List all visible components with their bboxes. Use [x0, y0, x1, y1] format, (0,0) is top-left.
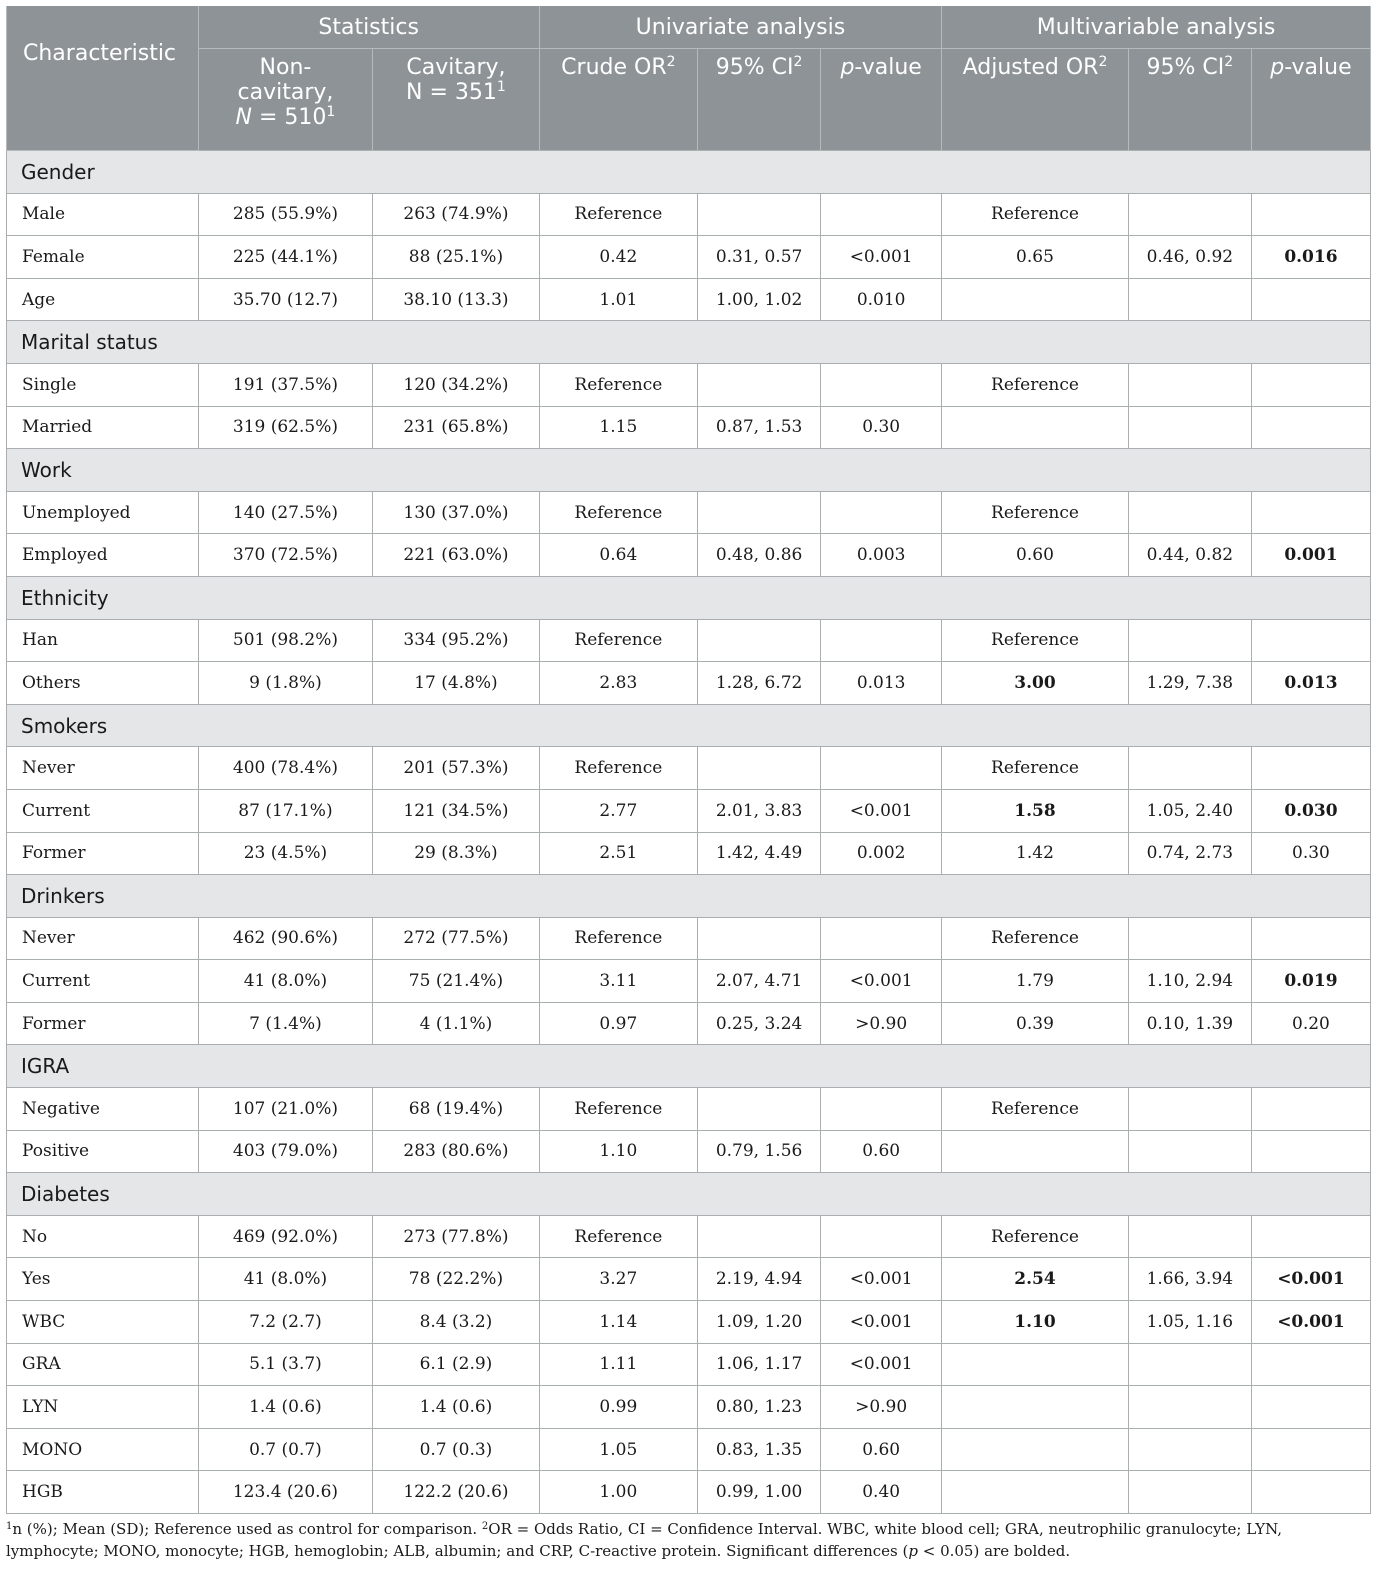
table-cell: [821, 619, 942, 662]
row-label: Married: [7, 406, 199, 449]
table-cell: [1128, 1088, 1251, 1131]
table-cell: 1.00, 1.02: [698, 278, 821, 321]
table-cell: [1128, 1471, 1251, 1514]
row-label: Current: [7, 789, 199, 832]
section-row: [7, 321, 1371, 364]
table-cell: 0.001: [1251, 534, 1370, 577]
header-adjusted-or-label: Adjusted OR: [962, 55, 1099, 80]
table-cell: 0.010: [821, 278, 942, 321]
table-cell: 0.30: [821, 406, 942, 449]
table-cell: 75 (21.4%): [373, 960, 539, 1003]
table-cell: 1.00: [539, 1471, 697, 1514]
header-univariate-ci: [698, 49, 821, 151]
table-cell: 1.05: [539, 1428, 697, 1471]
table-cell: Reference: [942, 917, 1129, 960]
row-label: Negative: [7, 1088, 199, 1131]
table-row: [7, 619, 1371, 662]
section-row: [7, 576, 1371, 619]
table-cell: [1251, 363, 1370, 406]
header-univariate-pvalue-rest: -value: [854, 55, 922, 80]
table-cell: 0.87, 1.53: [698, 406, 821, 449]
table-cell: Reference: [539, 193, 697, 236]
table-cell: 1.11: [539, 1343, 697, 1386]
table-cell: 0.64: [539, 534, 697, 577]
table-cell: 0.30: [1251, 832, 1370, 875]
header-group-multivariable: Multivariable analysis: [942, 6, 1371, 49]
table-cell: 283 (80.6%): [373, 1130, 539, 1173]
table-cell: [821, 1215, 942, 1258]
table-cell: [942, 1428, 1129, 1471]
table-cell: <0.001: [821, 1301, 942, 1344]
table-cell: 191 (37.5%): [198, 363, 373, 406]
table-cell: 29 (8.3%): [373, 832, 539, 875]
table-body: [7, 151, 1371, 1514]
table-cell: 1.10, 2.94: [1128, 960, 1251, 1003]
table-cell: 2.07, 4.71: [698, 960, 821, 1003]
table-cell: 0.20: [1251, 1002, 1370, 1045]
table-cell: [942, 1130, 1129, 1173]
table-cell: 2.51: [539, 832, 697, 875]
row-label: Former: [7, 1002, 199, 1045]
table-cell: [698, 363, 821, 406]
table-cell: 107 (21.0%): [198, 1088, 373, 1131]
table-cell: 263 (74.9%): [373, 193, 539, 236]
header-cavitary-sup: 1: [496, 79, 506, 95]
table-cell: 0.016: [1251, 236, 1370, 279]
header-non-cavitary-line2: cavitary,: [237, 80, 334, 105]
table-cell: 17 (4.8%): [373, 662, 539, 705]
table-row: [7, 1428, 1371, 1471]
table-cell: Reference: [539, 619, 697, 662]
row-label: Unemployed: [7, 491, 199, 534]
footnote-sup-1: 1: [6, 1521, 13, 1532]
table-cell: 400 (78.4%): [198, 747, 373, 790]
table-row: [7, 1301, 1371, 1344]
table-cell: 1.4 (0.6): [373, 1386, 539, 1429]
section-row: [7, 704, 1371, 747]
table-cell: 0.019: [1251, 960, 1370, 1003]
row-label: Male: [7, 193, 199, 236]
table-cell: [1251, 1428, 1370, 1471]
table-row: [7, 960, 1371, 1003]
section-label: Drinkers: [7, 875, 1371, 918]
table-cell: 273 (77.8%): [373, 1215, 539, 1258]
row-label: Positive: [7, 1130, 199, 1173]
table-cell: Reference: [942, 363, 1129, 406]
table-cell: [1251, 747, 1370, 790]
table-cell: 7 (1.4%): [198, 1002, 373, 1045]
row-label: WBC: [7, 1301, 199, 1344]
footnote-p: p: [908, 1542, 918, 1560]
table-header: [7, 6, 1371, 151]
table-cell: 78 (22.2%): [373, 1258, 539, 1301]
section-row: [7, 449, 1371, 492]
table-cell: 0.003: [821, 534, 942, 577]
row-label: LYN: [7, 1386, 199, 1429]
table-cell: [1128, 1428, 1251, 1471]
table-cell: 2.19, 4.94: [698, 1258, 821, 1301]
table-cell: 1.42, 4.49: [698, 832, 821, 875]
table-cell: Reference: [942, 1088, 1129, 1131]
table-row: [7, 1002, 1371, 1045]
row-label: No: [7, 1215, 199, 1258]
table-row: [7, 747, 1371, 790]
table-cell: 9 (1.8%): [198, 662, 373, 705]
table-cell: [1251, 1088, 1370, 1131]
table-cell: 122.2 (20.6): [373, 1471, 539, 1514]
table-cell: 319 (62.5%): [198, 406, 373, 449]
header-crude-or-label: Crude OR: [561, 55, 667, 80]
section-row: [7, 875, 1371, 918]
table-cell: [698, 747, 821, 790]
row-label: Others: [7, 662, 199, 705]
table-cell: [1128, 619, 1251, 662]
table-cell: 0.83, 1.35: [698, 1428, 821, 1471]
header-adjusted-or: [942, 49, 1129, 151]
table-row: [7, 491, 1371, 534]
table-cell: 5.1 (3.7): [198, 1343, 373, 1386]
table-cell: 38.10 (13.3): [373, 278, 539, 321]
table-cell: 1.28, 6.72: [698, 662, 821, 705]
table-row: [7, 1343, 1371, 1386]
header-multivariable-pvalue: [1251, 49, 1370, 151]
table-cell: [1251, 193, 1370, 236]
table-cell: 225 (44.1%): [198, 236, 373, 279]
header-group-statistics: Statistics: [198, 6, 539, 49]
header-cavitary: [373, 49, 539, 151]
table-cell: [942, 1343, 1129, 1386]
table-cell: [821, 193, 942, 236]
table-cell: 1.58: [942, 789, 1129, 832]
table-cell: 0.74, 2.73: [1128, 832, 1251, 875]
table-cell: 120 (34.2%): [373, 363, 539, 406]
section-label: Work: [7, 449, 1371, 492]
table-cell: [1128, 917, 1251, 960]
footnote-sup-2: 2: [481, 1521, 489, 1532]
header-multivariable-ci-sup: 2: [1224, 54, 1234, 70]
table-cell: [698, 1088, 821, 1131]
table-cell: 87 (17.1%): [198, 789, 373, 832]
table-row: [7, 534, 1371, 577]
table-cell: Reference: [942, 193, 1129, 236]
table-cell: [1128, 406, 1251, 449]
table-cell: <0.001: [1251, 1258, 1370, 1301]
table-cell: 272 (77.5%): [373, 917, 539, 960]
table-cell: 3.00: [942, 662, 1129, 705]
section-row: [7, 1045, 1371, 1088]
header-crude-or-sup: 2: [666, 54, 676, 70]
table-cell: Reference: [942, 619, 1129, 662]
table-cell: [1251, 917, 1370, 960]
table-cell: [698, 1215, 821, 1258]
header-multivariable-ci-label: 95% CI: [1146, 55, 1225, 80]
table-row: [7, 1130, 1371, 1173]
table-cell: [1128, 1386, 1251, 1429]
table-cell: [1251, 278, 1370, 321]
table-cell: [698, 917, 821, 960]
table-cell: [1251, 1471, 1370, 1514]
table-cell: [1251, 406, 1370, 449]
table-cell: [1128, 1130, 1251, 1173]
table-cell: 0.65: [942, 236, 1129, 279]
table-cell: 35.70 (12.7): [198, 278, 373, 321]
table-cell: 334 (95.2%): [373, 619, 539, 662]
table-cell: 0.10, 1.39: [1128, 1002, 1251, 1045]
table-cell: <0.001: [821, 960, 942, 1003]
section-label: Smokers: [7, 704, 1371, 747]
row-label: Age: [7, 278, 199, 321]
table-cell: 221 (63.0%): [373, 534, 539, 577]
table-row: [7, 1471, 1371, 1514]
table-cell: 1.05, 2.40: [1128, 789, 1251, 832]
section-label: Diabetes: [7, 1173, 1371, 1216]
table-cell: [821, 1088, 942, 1131]
table-cell: [1128, 491, 1251, 534]
header-cavitary-line2: N = 351: [406, 80, 497, 105]
header-univariate-p: p: [840, 55, 855, 80]
table-cell: Reference: [539, 363, 697, 406]
table-cell: 1.05, 1.16: [1128, 1301, 1251, 1344]
table-cell: 0.99, 1.00: [698, 1471, 821, 1514]
header-characteristic: Characteristic: [7, 6, 199, 151]
table-cell: 23 (4.5%): [198, 832, 373, 875]
header-univariate-ci-sup: 2: [793, 54, 803, 70]
table-cell: 3.27: [539, 1258, 697, 1301]
row-label: Female: [7, 236, 199, 279]
table-cell: 0.80, 1.23: [698, 1386, 821, 1429]
table-cell: [1251, 1215, 1370, 1258]
table-cell: 1.42: [942, 832, 1129, 875]
row-label: Single: [7, 363, 199, 406]
header-univariate-ci-label: 95% CI: [715, 55, 794, 80]
table-cell: 0.7 (0.7): [198, 1428, 373, 1471]
table-cell: Reference: [942, 1215, 1129, 1258]
table-cell: 1.66, 3.94: [1128, 1258, 1251, 1301]
header-cavitary-line1: Cavitary,: [406, 55, 506, 80]
table-cell: 0.7 (0.3): [373, 1428, 539, 1471]
table-cell: 0.60: [821, 1130, 942, 1173]
table-row: [7, 363, 1371, 406]
table-row: [7, 236, 1371, 279]
header-non-cavitary: [198, 49, 373, 151]
table-row: [7, 1088, 1371, 1131]
table-cell: [1251, 1343, 1370, 1386]
table-cell: 1.79: [942, 960, 1129, 1003]
table-cell: 0.013: [821, 662, 942, 705]
table-cell: 0.030: [1251, 789, 1370, 832]
row-label: Current: [7, 960, 199, 1003]
table-cell: [1128, 1343, 1251, 1386]
table-cell: 1.10: [539, 1130, 697, 1173]
table-cell: 7.2 (2.7): [198, 1301, 373, 1344]
table-cell: 469 (92.0%): [198, 1215, 373, 1258]
table-row: [7, 789, 1371, 832]
row-label: Yes: [7, 1258, 199, 1301]
table-cell: 4 (1.1%): [373, 1002, 539, 1045]
section-label: IGRA: [7, 1045, 1371, 1088]
header-adjusted-or-sup: 2: [1098, 54, 1108, 70]
table-cell: 0.40: [821, 1471, 942, 1514]
table-cell: 231 (65.8%): [373, 406, 539, 449]
table-cell: [821, 917, 942, 960]
table-cell: 370 (72.5%): [198, 534, 373, 577]
section-label: Gender: [7, 151, 1371, 194]
table-cell: [698, 193, 821, 236]
table-cell: 0.97: [539, 1002, 697, 1045]
table-row: [7, 406, 1371, 449]
table-cell: 0.60: [942, 534, 1129, 577]
table-cell: 403 (79.0%): [198, 1130, 373, 1173]
table-cell: 2.01, 3.83: [698, 789, 821, 832]
table-cell: 0.46, 0.92: [1128, 236, 1251, 279]
table-cell: [1251, 491, 1370, 534]
footnote-text-3: < 0.05) are bolded.: [917, 1542, 1071, 1560]
table-cell: 68 (19.4%): [373, 1088, 539, 1131]
table-cell: [1128, 747, 1251, 790]
table-cell: Reference: [539, 491, 697, 534]
table-cell: 501 (98.2%): [198, 619, 373, 662]
section-label: Marital status: [7, 321, 1371, 364]
table-cell: <0.001: [1251, 1301, 1370, 1344]
table-cell: [1128, 363, 1251, 406]
table-cell: >0.90: [821, 1002, 942, 1045]
table-row: [7, 832, 1371, 875]
table-cell: 462 (90.6%): [198, 917, 373, 960]
table-cell: 0.39: [942, 1002, 1129, 1045]
results-table: [6, 6, 1371, 1514]
header-multivariable-ci: [1128, 49, 1251, 151]
table-cell: 1.06, 1.17: [698, 1343, 821, 1386]
header-non-cavitary-n: = 510: [252, 105, 327, 130]
section-label: Ethnicity: [7, 576, 1371, 619]
table-cell: [1251, 1130, 1370, 1173]
table-cell: 0.42: [539, 236, 697, 279]
table-cell: 88 (25.1%): [373, 236, 539, 279]
section-row: [7, 151, 1371, 194]
table-cell: 2.77: [539, 789, 697, 832]
table-cell: 201 (57.3%): [373, 747, 539, 790]
table-row: [7, 193, 1371, 236]
table-cell: [698, 619, 821, 662]
table-cell: 6.1 (2.9): [373, 1343, 539, 1386]
table-cell: 0.002: [821, 832, 942, 875]
table-cell: [942, 278, 1129, 321]
table-cell: [942, 406, 1129, 449]
table-cell: [942, 1471, 1129, 1514]
header-group-univariate: Univariate analysis: [539, 6, 942, 49]
table-row: [7, 1386, 1371, 1429]
table-cell: 41 (8.0%): [198, 1258, 373, 1301]
table-cell: 0.48, 0.86: [698, 534, 821, 577]
table-cell: 1.14: [539, 1301, 697, 1344]
table-cell: 1.01: [539, 278, 697, 321]
header-univariate-pvalue: [821, 49, 942, 151]
results-table-container: [6, 6, 1371, 1562]
table-cell: Reference: [942, 747, 1129, 790]
section-row: [7, 1173, 1371, 1216]
table-cell: Reference: [539, 1215, 697, 1258]
footnote-text-1: n (%); Mean (SD); Reference used as control for comparison.: [12, 1520, 482, 1538]
table-cell: [821, 363, 942, 406]
header-non-cavitary-sup: 1: [326, 104, 336, 120]
table-cell: 1.15: [539, 406, 697, 449]
table-row: [7, 1258, 1371, 1301]
row-label: MONO: [7, 1428, 199, 1471]
header-non-cavitary-line3: $N = 510^1$: [235, 104, 336, 130]
table-row: [7, 917, 1371, 960]
header-crude-or: [539, 49, 697, 151]
row-label: Never: [7, 917, 199, 960]
header-multivariable-p: p: [1270, 55, 1285, 80]
table-cell: Reference: [539, 917, 697, 960]
table-cell: 0.25, 3.24: [698, 1002, 821, 1045]
row-label: Employed: [7, 534, 199, 577]
table-cell: 123.4 (20.6): [198, 1471, 373, 1514]
table-cell: 285 (55.9%): [198, 193, 373, 236]
table-cell: [942, 1386, 1129, 1429]
footnote-text-2: OR = Odds Ratio, CI = Confidence Interval. WBC, white blood cell; GRA, neutrophilic granulocyte; LYN, lymphocyte; MONO, monocyte; HGB, hemoglobin; ALB, albumin; and CRP, C-reactive protein. Significant differences (: [6, 1520, 1283, 1560]
table-cell: 1.09, 1.20: [698, 1301, 821, 1344]
row-label: GRA: [7, 1343, 199, 1386]
table-cell: 121 (34.5%): [373, 789, 539, 832]
header-non-cavitary-line1: Non-: [259, 55, 312, 80]
table-row: [7, 278, 1371, 321]
table-cell: <0.001: [821, 789, 942, 832]
table-cell: 1.29, 7.38: [1128, 662, 1251, 705]
table-cell: 3.11: [539, 960, 697, 1003]
table-cell: 41 (8.0%): [198, 960, 373, 1003]
table-cell: 0.31, 0.57: [698, 236, 821, 279]
table-cell: >0.90: [821, 1386, 942, 1429]
table-cell: 0.013: [1251, 662, 1370, 705]
table-row: [7, 662, 1371, 705]
row-label: HGB: [7, 1471, 199, 1514]
row-label: Never: [7, 747, 199, 790]
table-cell: [1251, 1386, 1370, 1429]
table-cell: 2.54: [942, 1258, 1129, 1301]
table-cell: 140 (27.5%): [198, 491, 373, 534]
table-cell: <0.001: [821, 236, 942, 279]
table-cell: 0.60: [821, 1428, 942, 1471]
table-cell: 1.4 (0.6): [198, 1386, 373, 1429]
table-cell: Reference: [539, 747, 697, 790]
table-cell: [821, 747, 942, 790]
table-cell: [1128, 1215, 1251, 1258]
table-cell: <0.001: [821, 1258, 942, 1301]
table-cell: [1128, 278, 1251, 321]
table-cell: 130 (37.0%): [373, 491, 539, 534]
table-cell: <0.001: [821, 1343, 942, 1386]
table-cell: 0.44, 0.82: [1128, 534, 1251, 577]
table-cell: Reference: [942, 491, 1129, 534]
row-label: Han: [7, 619, 199, 662]
table-cell: 1.10: [942, 1301, 1129, 1344]
table-cell: 0.79, 1.56: [698, 1130, 821, 1173]
header-multivariable-pvalue-rest: -value: [1284, 55, 1352, 80]
row-label: Former: [7, 832, 199, 875]
table-cell: 0.99: [539, 1386, 697, 1429]
table-cell: [1128, 193, 1251, 236]
table-cell: 2.83: [539, 662, 697, 705]
table-cell: [698, 491, 821, 534]
table-cell: 8.4 (3.2): [373, 1301, 539, 1344]
table-footnote: [6, 1514, 1371, 1562]
table-row: [7, 1215, 1371, 1258]
table-cell: [1251, 619, 1370, 662]
table-cell: Reference: [539, 1088, 697, 1131]
table-cell: [821, 491, 942, 534]
